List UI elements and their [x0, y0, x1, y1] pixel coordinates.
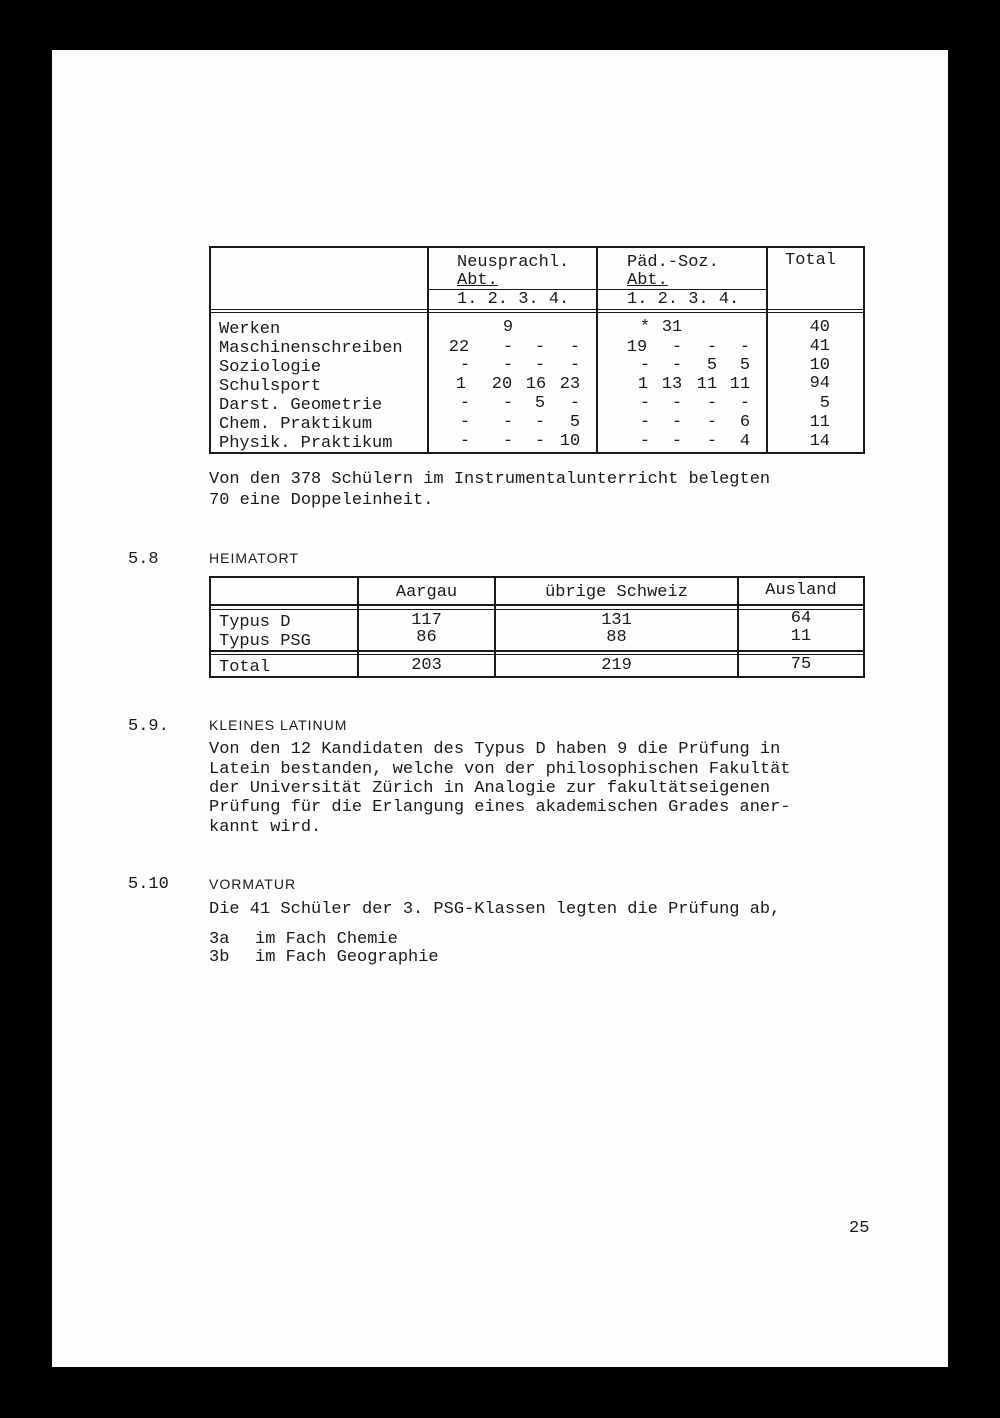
- cell: 86: [416, 628, 437, 647]
- note-line-1: Von den 378 Schülern im Instrumentalunterricht belegten: [209, 470, 771, 489]
- cell: 64: [790, 609, 812, 628]
- cell-total: 219: [601, 656, 632, 675]
- row-label: Soziologie: [219, 358, 322, 377]
- cell: 1: [455, 375, 467, 394]
- section-title-kleines-latinum: KLEINES LATINUM: [209, 717, 348, 733]
- section-title-vormatur: VORMATUR: [209, 876, 297, 892]
- cell: 22: [448, 338, 470, 357]
- cell: -: [459, 356, 471, 375]
- cell: -: [459, 394, 471, 413]
- cell: 9: [502, 318, 514, 337]
- cell: 88: [606, 628, 627, 647]
- cell-total: 203: [411, 656, 442, 675]
- cell: 13: [661, 375, 683, 394]
- cell: 20: [491, 375, 513, 394]
- cell-total: 14: [809, 432, 830, 451]
- cell-total: 41: [809, 337, 830, 356]
- cell-total: 11: [809, 413, 830, 432]
- cell: 11: [790, 627, 812, 646]
- vormatur-item-3a: im Fach Chemie: [255, 930, 398, 949]
- cell: 19: [626, 338, 648, 357]
- header-classes-neu: 1. 2. 3. 4.: [457, 290, 570, 309]
- row-label: Chem. Praktikum: [219, 415, 373, 434]
- cell: -: [459, 413, 471, 432]
- cell: 31: [661, 318, 683, 337]
- cell: -: [706, 413, 718, 432]
- cell-total: 10: [809, 356, 830, 375]
- header-classes-paed: 1. 2. 3. 4.: [627, 290, 740, 309]
- document-page: [52, 50, 948, 1367]
- header-neusprachl-abt: Abt.: [457, 271, 498, 290]
- row-label-typus-d: Typus D: [219, 613, 291, 632]
- cell: 10: [559, 432, 581, 451]
- cell: -: [639, 432, 651, 451]
- cell: 23: [559, 375, 581, 394]
- cell: -: [569, 338, 581, 357]
- header-ausland: Ausland: [765, 581, 837, 600]
- header-total: Total: [785, 251, 837, 270]
- page-number: 25: [849, 1219, 870, 1238]
- cell: -: [639, 413, 651, 432]
- cell: -: [639, 394, 651, 413]
- latinum-line-1: Von den 12 Kandidaten des Typus D haben 9 die Prüfung in: [209, 740, 781, 759]
- vormatur-intro: Die 41 Schüler der 3. PSG-Klassen legten die Prüfung ab,: [209, 900, 781, 919]
- cell: -: [739, 394, 751, 413]
- latinum-line-3: der Universität Zürich in Analogie zur fakultätseigenen: [209, 779, 771, 798]
- row-label-total: Total: [219, 658, 271, 677]
- cell: -: [534, 413, 546, 432]
- row-label: Schulsport: [219, 377, 322, 396]
- cell: -: [671, 432, 683, 451]
- section-number-5-8: 5.8: [128, 550, 159, 569]
- cell: -: [706, 338, 718, 357]
- cell: 6: [739, 413, 751, 432]
- cell: 5: [706, 356, 718, 375]
- cell: -: [569, 394, 581, 413]
- cell: 1: [637, 375, 649, 394]
- cell: *: [639, 318, 651, 337]
- cell-total: 94: [809, 374, 830, 393]
- cell: -: [502, 413, 514, 432]
- cell: -: [534, 338, 546, 357]
- cell: -: [706, 432, 718, 451]
- row-label: Physik. Praktikum: [219, 434, 393, 453]
- vormatur-class-3a: 3a: [209, 930, 230, 949]
- cell: -: [671, 413, 683, 432]
- cell: -: [671, 356, 683, 375]
- cell: -: [569, 356, 581, 375]
- cell: -: [534, 432, 546, 451]
- cell: -: [534, 356, 546, 375]
- latinum-line-2: Latein bestanden, welche von der philosophischen Fakultät: [209, 760, 791, 779]
- cell: 16: [525, 375, 547, 394]
- cell: 5: [534, 394, 546, 413]
- cell: 131: [601, 611, 632, 630]
- cell: 5: [739, 356, 751, 375]
- section-number-5-9: 5.9.: [128, 717, 169, 736]
- cell: -: [502, 394, 514, 413]
- cell: -: [706, 394, 718, 413]
- row-label: Maschinenschreiben: [219, 339, 403, 358]
- cell: 4: [739, 432, 751, 451]
- cell: 11: [729, 375, 751, 394]
- cell: -: [502, 432, 514, 451]
- cell: 5: [569, 413, 581, 432]
- cell: -: [739, 338, 751, 357]
- cell: -: [502, 356, 514, 375]
- latinum-line-4: Prüfung für die Erlangung eines akademischen Grades aner-: [209, 798, 791, 817]
- vormatur-item-3b: im Fach Geographie: [255, 948, 439, 967]
- header-uebrige-schweiz: übrige Schweiz: [545, 583, 688, 602]
- header-paed-soz-abt: Abt.: [627, 271, 668, 290]
- cell: -: [671, 338, 683, 357]
- cell-total: 5: [819, 394, 830, 413]
- note-line-2: 70 eine Doppeleinheit.: [209, 491, 434, 510]
- cell: 11: [696, 375, 718, 394]
- cell: -: [502, 338, 514, 357]
- cell: 117: [411, 611, 442, 630]
- cell-total: 40: [809, 318, 830, 337]
- row-label: Werken: [219, 320, 281, 339]
- header-neusprachl: Neusprachl.: [457, 253, 570, 272]
- cell: -: [459, 432, 471, 451]
- section-title-heimatort: HEIMATORT: [209, 550, 299, 566]
- section-number-5-10: 5.10: [128, 875, 169, 894]
- cell-total: 75: [790, 655, 812, 674]
- cell: -: [671, 394, 683, 413]
- header-aargau: Aargau: [395, 583, 458, 602]
- row-label: Darst. Geometrie: [219, 396, 383, 415]
- latinum-line-5: kannt wird.: [209, 818, 322, 837]
- header-paed-soz: Päd.-Soz.: [627, 253, 719, 272]
- cell: -: [639, 356, 651, 375]
- row-label-typus-psg: Typus PSG: [219, 632, 311, 651]
- vormatur-class-3b: 3b: [209, 948, 230, 967]
